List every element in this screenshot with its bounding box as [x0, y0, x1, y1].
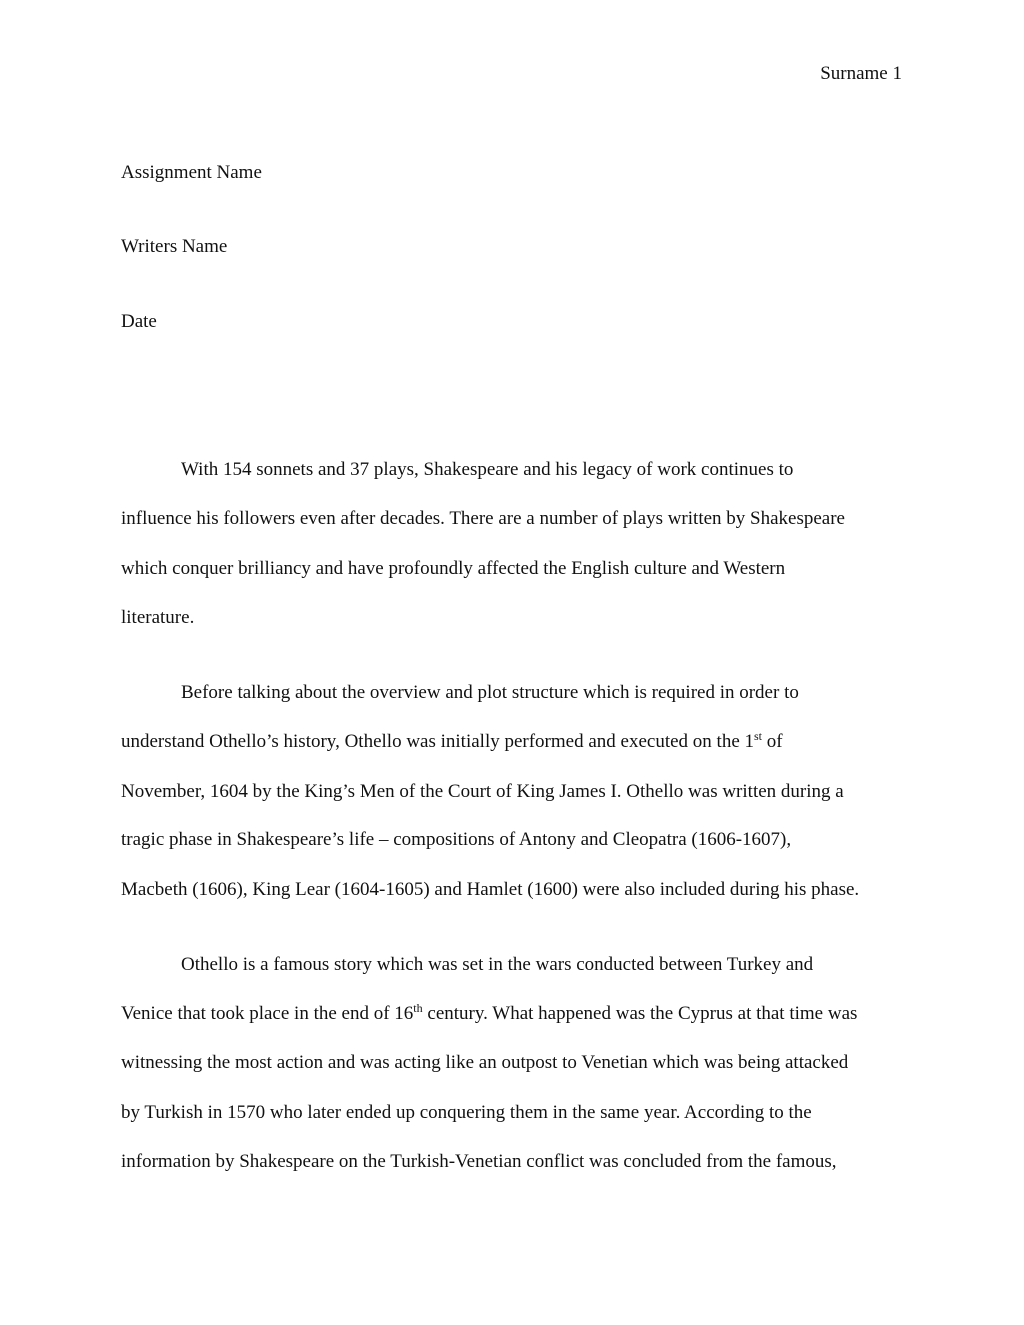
ordinal-suffix: st [754, 729, 763, 743]
paragraph-line: information by Shakespeare on the Turkish-Venetian conflict was concluded from the famous, [121, 1151, 837, 1172]
date-line: Date [121, 311, 157, 332]
ordinal-suffix: th [413, 1001, 423, 1015]
paragraph-line: With 154 sonnets and 37 plays, Shakespeare and his legacy of work continues to [181, 459, 794, 480]
paragraph-line: which conquer brilliancy and have profoundly affected the English culture and Western [121, 558, 786, 579]
paragraph-line: Macbeth (1606), King Lear (1604-1605) and Hamlet (1600) were also included during his phase. [121, 879, 860, 900]
writer-name: Writers Name [121, 236, 228, 257]
line-text: century. What happened was the Cyprus at that time was [422, 1003, 858, 1024]
paragraph-line: tragic phase in Shakespeare’s life – compositions of Antony and Cleopatra (1606-1607), [121, 829, 792, 850]
paragraph-line: November, 1604 by the King’s Men of the Court of King James I. Othello was written during a [121, 781, 844, 802]
line-text: understand Othello’s history, Othello was initially performed and executed on the 1 [121, 731, 755, 752]
line-text: Venice that took place in the end of 16 [121, 1003, 414, 1024]
paragraph-line: Before talking about the overview and plot structure which is required in order to [181, 682, 799, 703]
paragraph-line [121, 1002, 857, 1026]
running-head: Surname 1 [820, 63, 902, 84]
line-text: of [762, 731, 783, 752]
paragraph-line: by Turkish in 1570 who later ended up conquering them in the same year. According to the [121, 1102, 812, 1123]
paragraph-line: witnessing the most action and was acting like an outpost to Venetian which was being attacked [121, 1052, 849, 1073]
paragraph-line: Othello is a famous story which was set in the wars conducted between Turkey and [181, 954, 814, 975]
paragraph-line [121, 730, 783, 754]
paragraph-line: literature. [121, 607, 195, 628]
paragraph-line: influence his followers even after decades. There are a number of plays written by Shakespeare [121, 508, 845, 529]
assignment-name: Assignment Name [121, 162, 262, 183]
